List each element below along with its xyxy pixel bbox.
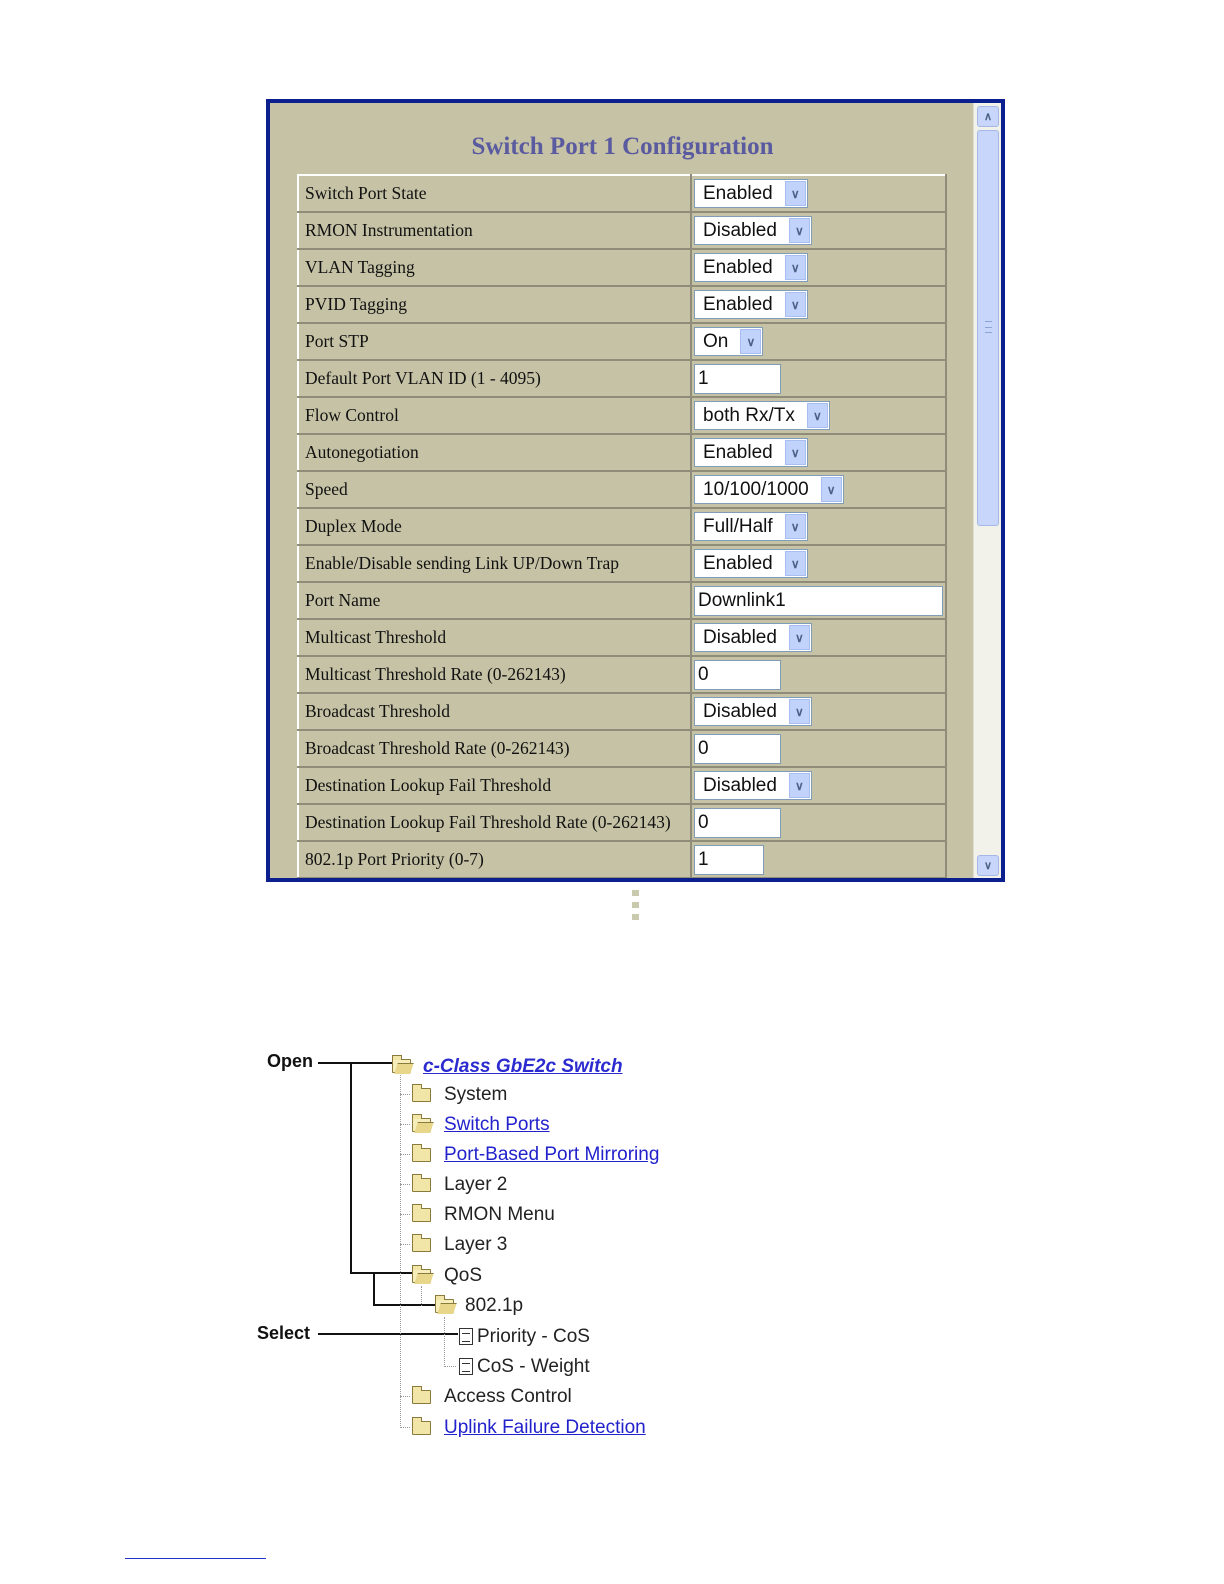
chevron-down-icon[interactable]: ∨ <box>785 255 806 280</box>
row-label: Default Port VLAN ID (1 - 4095) <box>298 360 691 397</box>
tree-connector <box>400 1214 410 1215</box>
open-folder-icon <box>412 1269 431 1283</box>
table-row <box>298 841 946 878</box>
folder-icon <box>412 1088 431 1102</box>
folder-icon <box>412 1208 431 1222</box>
row-label: RMON Instrumentation <box>298 212 691 249</box>
row-label: Switch Port State <box>298 175 691 212</box>
callout-line <box>350 1272 412 1274</box>
continuation-dot <box>632 902 639 908</box>
row-label: Speed <box>298 471 691 508</box>
chevron-down-icon[interactable]: ∨ <box>785 440 806 465</box>
chevron-down-icon[interactable]: ∨ <box>821 477 842 502</box>
table-row <box>298 397 946 434</box>
tree-item-layer2[interactable]: Layer 2 <box>444 1174 508 1195</box>
tree-connector <box>400 1244 410 1245</box>
table-row <box>298 471 946 508</box>
table-row <box>298 286 946 323</box>
grip-icon <box>985 321 992 333</box>
callout-line <box>373 1304 436 1306</box>
chevron-down-icon[interactable]: ∨ <box>785 514 806 539</box>
document-icon <box>459 1328 473 1345</box>
row-label: Flow Control <box>298 397 691 434</box>
duplex-mode-select[interactable]: Full/Half ∨ <box>694 512 808 541</box>
chevron-down-icon[interactable]: ∨ <box>789 218 810 243</box>
dlf-threshold-select[interactable]: Disabled ∨ <box>694 771 812 800</box>
tree-item-priority-cos[interactable]: Priority - CoS <box>477 1326 590 1347</box>
chevron-down-icon[interactable]: ∨ <box>789 773 810 798</box>
tree-item-qos[interactable]: QoS <box>444 1265 483 1286</box>
tree-item-rmon-menu[interactable]: RMON Menu <box>444 1204 555 1225</box>
row-label: Duplex Mode <box>298 508 691 545</box>
row-label: Destination Lookup Fail Threshold <box>298 767 691 804</box>
table-row <box>298 767 946 804</box>
table-row <box>298 323 946 360</box>
chevron-down-icon[interactable]: ∨ <box>789 625 810 650</box>
table-row <box>298 693 946 730</box>
table-row <box>298 582 946 619</box>
multicast-threshold-select[interactable]: Disabled ∨ <box>694 623 812 652</box>
row-label: Port Name <box>298 582 691 619</box>
tree-item-cos-weight[interactable]: CoS - Weight <box>477 1356 590 1377</box>
scroll-up-arrow-icon[interactable]: ∧ <box>977 106 999 127</box>
port-name-input[interactable]: Downlink1 <box>694 586 943 616</box>
vlan-tagging-select[interactable]: Enabled ∨ <box>694 253 808 282</box>
footnote-divider <box>125 1558 266 1559</box>
table-row <box>298 508 946 545</box>
chevron-down-icon[interactable]: ∨ <box>807 403 828 428</box>
switch-port-config-window <box>266 99 1005 882</box>
folder-icon <box>412 1178 431 1192</box>
vertical-scrollbar[interactable] <box>973 103 1001 878</box>
rmon-instrumentation-select[interactable]: Disabled ∨ <box>694 216 812 245</box>
tree-item-port-mirroring[interactable]: Port-Based Port Mirroring <box>444 1144 660 1165</box>
chevron-down-icon[interactable]: ∨ <box>785 181 806 206</box>
table-row <box>298 434 946 471</box>
tree-root-link[interactable]: c-Class GbE2c Switch <box>423 1056 623 1077</box>
row-label: Port STP <box>298 323 691 360</box>
table-row <box>298 360 946 397</box>
switch-port-state-select[interactable]: Enabled ∨ <box>694 179 808 208</box>
row-label: Multicast Threshold Rate (0-262143) <box>298 656 691 693</box>
tree-connector <box>444 1366 456 1367</box>
pvid-tagging-select[interactable]: Enabled ∨ <box>694 290 808 319</box>
row-label: Enable/Disable sending Link UP/Down Trap <box>298 545 691 582</box>
folder-icon <box>412 1390 431 1404</box>
open-folder-icon <box>412 1118 431 1132</box>
tree-connector <box>421 1286 422 1306</box>
callout-line <box>350 1062 352 1274</box>
row-label: Broadcast Threshold Rate (0-262143) <box>298 730 691 767</box>
tree-connector <box>400 1427 410 1428</box>
port-priority-input[interactable]: 1 <box>694 845 764 875</box>
multicast-rate-input[interactable]: 0 <box>694 660 781 690</box>
default-vlan-id-input[interactable]: 1 <box>694 364 781 394</box>
tree-item-layer3[interactable]: Layer 3 <box>444 1234 508 1255</box>
folder-icon <box>412 1238 431 1252</box>
row-label: Multicast Threshold <box>298 619 691 656</box>
broadcast-threshold-select[interactable]: Disabled ∨ <box>694 697 812 726</box>
table-row <box>298 804 946 841</box>
table-row <box>298 545 946 582</box>
page-title: Switch Port 1 Configuration <box>471 133 774 160</box>
speed-select[interactable]: 10/100/1000 ∨ <box>694 475 844 504</box>
row-label: Autonegotiation <box>298 434 691 471</box>
row-label: Destination Lookup Fail Threshold Rate (0-262143) <box>298 804 691 841</box>
table-row <box>298 249 946 286</box>
scrollbar-thumb[interactable] <box>977 130 999 526</box>
tree-connector <box>444 1317 445 1367</box>
tree-connector <box>400 1094 410 1095</box>
open-folder-icon <box>392 1059 411 1073</box>
tree-connector <box>400 1124 410 1125</box>
tree-item-system[interactable]: System <box>444 1084 508 1105</box>
open-folder-icon <box>435 1299 454 1313</box>
tree-item-uplink-failure-detection[interactable]: Uplink Failure Detection <box>444 1417 646 1438</box>
tree-item-8021p[interactable]: 802.1p <box>465 1295 524 1316</box>
table-row <box>298 175 946 212</box>
row-label: VLAN Tagging <box>298 249 691 286</box>
callout-line <box>318 1062 394 1064</box>
continuation-dot <box>632 914 639 920</box>
link-trap-select[interactable]: Enabled ∨ <box>694 549 808 578</box>
callout-line <box>318 1333 458 1335</box>
open-callout-label: Open <box>267 1051 314 1071</box>
table-row <box>298 656 946 693</box>
tree-connector <box>400 1184 410 1185</box>
table-row <box>298 619 946 656</box>
row-label: Broadcast Threshold <box>298 693 691 730</box>
row-label: 802.1p Port Priority (0-7) <box>298 841 691 878</box>
document-icon <box>459 1358 473 1375</box>
table-row <box>298 212 946 249</box>
tree-connector <box>400 1073 401 1428</box>
dlf-rate-input[interactable]: 0 <box>694 808 781 838</box>
select-callout-label: Select <box>257 1323 311 1343</box>
flow-control-select[interactable]: both Rx/Tx ∨ <box>694 401 830 430</box>
tree-item-access-control[interactable]: Access Control <box>444 1386 572 1407</box>
tree-connector <box>400 1154 410 1155</box>
tree-connector <box>400 1396 410 1397</box>
scroll-down-arrow-icon[interactable]: ∨ <box>977 855 999 876</box>
config-table <box>297 174 947 879</box>
row-label: PVID Tagging <box>298 286 691 323</box>
chevron-down-icon[interactable]: ∨ <box>785 292 806 317</box>
chevron-down-icon[interactable]: ∨ <box>740 329 761 354</box>
autonegotiation-select[interactable]: Enabled ∨ <box>694 438 808 467</box>
folder-icon <box>412 1148 431 1162</box>
chevron-down-icon[interactable]: ∨ <box>785 551 806 576</box>
table-row <box>298 730 946 767</box>
continuation-dot <box>632 890 639 896</box>
chevron-down-icon[interactable]: ∨ <box>789 699 810 724</box>
port-stp-select[interactable]: On ∨ <box>694 327 763 356</box>
callout-line <box>373 1272 375 1306</box>
tree-item-switch-ports[interactable]: Switch Ports <box>444 1114 550 1135</box>
broadcast-rate-input[interactable]: 0 <box>694 734 781 764</box>
folder-icon <box>412 1421 431 1435</box>
